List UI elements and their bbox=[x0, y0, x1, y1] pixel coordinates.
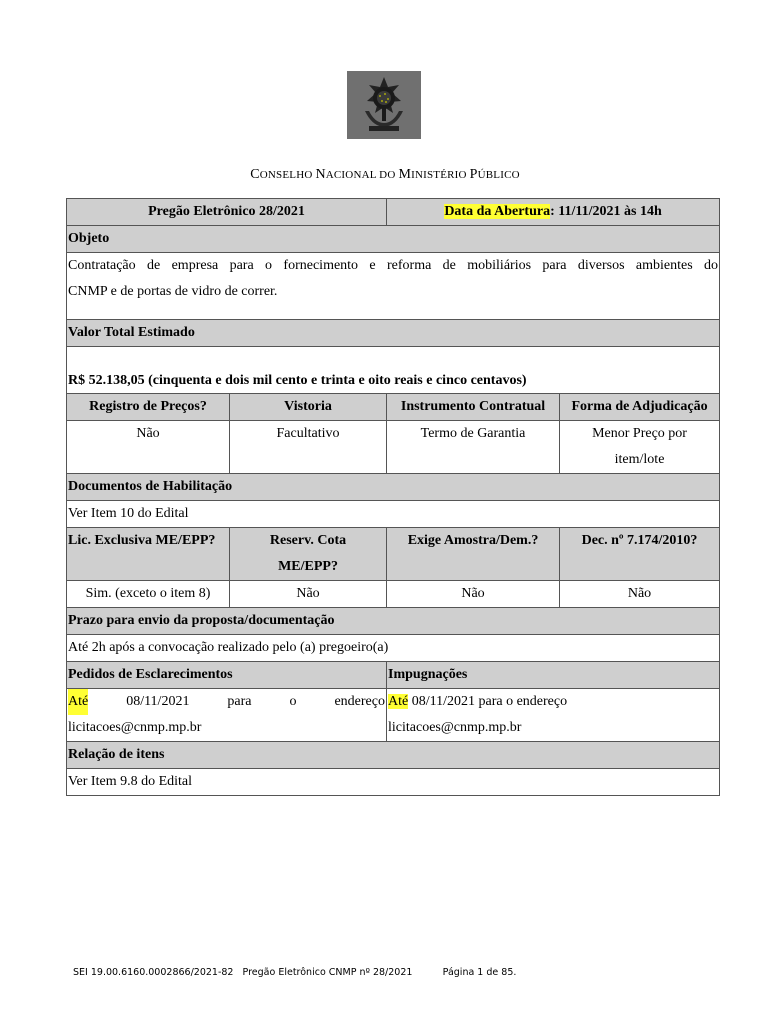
org-title-part: M bbox=[398, 167, 412, 182]
table-row bbox=[67, 347, 720, 394]
table-row bbox=[67, 320, 720, 347]
objeto-line: CNMP e de portas de vidro de correr. bbox=[68, 284, 278, 299]
organization-title bbox=[0, 166, 770, 183]
docs-value: Ver Item 10 do Edital bbox=[67, 501, 720, 528]
objeto-cell bbox=[67, 253, 720, 320]
grid2-header: Dec. nº 7.174/2010? bbox=[560, 528, 720, 581]
grid1-header: Instrumento Contratual bbox=[387, 394, 560, 421]
grid2-header: Lic. Exclusiva ME/EPP? bbox=[67, 528, 230, 581]
grid2-value: Sim. (exceto o item 8) bbox=[67, 581, 230, 608]
org-title-part: N bbox=[315, 167, 326, 182]
grid1-value: Não bbox=[67, 421, 230, 474]
footer-page: Página 1 de 85. bbox=[442, 967, 517, 978]
objeto-label: Objeto bbox=[67, 226, 720, 253]
impugnacoes-label: Impugnações bbox=[387, 662, 720, 689]
org-title-part: ÚBLICO bbox=[477, 169, 520, 181]
docs-label: Documentos de Habilitação bbox=[67, 474, 720, 501]
pregao-cell: Pregão Eletrônico 28/2021 bbox=[67, 199, 387, 226]
grid2-value: Não bbox=[387, 581, 560, 608]
grid1-value-line: Menor Preço por bbox=[592, 426, 687, 441]
org-title-part: C bbox=[250, 167, 260, 182]
footer-doc: Pregão Eletrônico CNMP nº 28/2021 bbox=[242, 967, 413, 978]
objeto-line: Contratação de empresa para o fornecimento e reforma de mobiliários para diversos ambientes do bbox=[68, 258, 719, 273]
abertura-label: Data da Abertura bbox=[444, 204, 551, 219]
impugnacoes-line bbox=[388, 689, 718, 715]
impugnacoes-ate: Até bbox=[388, 694, 409, 709]
grid2-header-line: ME/EPP? bbox=[278, 559, 338, 574]
pedidos-word: para bbox=[227, 694, 252, 709]
table-row bbox=[67, 769, 720, 796]
table-row bbox=[67, 742, 720, 769]
table-row bbox=[67, 394, 720, 421]
table-row bbox=[67, 662, 720, 689]
grid1-header: Registro de Preços? bbox=[67, 394, 230, 421]
relacao-value: Ver Item 9.8 do Edital bbox=[67, 769, 720, 796]
table-row bbox=[67, 635, 720, 662]
grid1-value: Termo de Garantia bbox=[387, 421, 560, 474]
valor-value: R$ 52.138,05 (cinquenta e dois mil cento e trinta e oito reais e cinco centavos) bbox=[67, 347, 720, 394]
pedidos-line bbox=[68, 689, 385, 715]
table-row bbox=[67, 474, 720, 501]
tender-summary-table bbox=[66, 198, 720, 796]
prazo-value: Até 2h após a convocação realizado pelo (a) pregoeiro(a) bbox=[67, 635, 720, 662]
relacao-label: Relação de itens bbox=[67, 742, 720, 769]
pedidos-label: Pedidos de Esclarecimentos bbox=[67, 662, 387, 689]
org-title-part: INISTÉRIO bbox=[411, 169, 470, 181]
pedidos-email: licitacoes@cnmp.mp.br bbox=[68, 720, 202, 735]
grid1-header: Vistoria bbox=[230, 394, 387, 421]
grid1-header: Forma de Adjudicação bbox=[560, 394, 720, 421]
footer-sei: SEI 19.00.6160.0002866/2021-82 bbox=[73, 967, 234, 978]
grid2-header-line: Reserv. Cota bbox=[269, 533, 347, 548]
org-title-part: ONSELHO bbox=[259, 169, 316, 181]
table-row bbox=[67, 581, 720, 608]
impugnacoes-cell bbox=[387, 689, 720, 742]
table-row bbox=[67, 226, 720, 253]
table-row bbox=[67, 528, 720, 581]
grid2-header: Exige Amostra/Dem.? bbox=[387, 528, 560, 581]
impugnacoes-email: licitacoes@cnmp.mp.br bbox=[388, 720, 522, 735]
grid2-value: Não bbox=[230, 581, 387, 608]
table-row bbox=[67, 689, 720, 742]
pedidos-word: endereço bbox=[334, 694, 385, 709]
abertura-cell bbox=[387, 199, 720, 226]
pedidos-ate: Até bbox=[68, 689, 88, 715]
pedidos-word: 08/11/2021 bbox=[126, 694, 190, 709]
abertura-value: : 11/11/2021 às 14h bbox=[550, 204, 662, 219]
pedidos-word: o bbox=[289, 694, 297, 709]
grid1-value: Facultativo bbox=[230, 421, 387, 474]
org-title-part: ACIONAL DO bbox=[325, 169, 399, 181]
table-row bbox=[67, 253, 720, 320]
coat-of-arms-seal bbox=[347, 71, 421, 139]
page-footer bbox=[73, 967, 516, 978]
impugnacoes-rest: 08/11/2021 para o endereço bbox=[408, 694, 568, 709]
grid1-value bbox=[560, 421, 720, 474]
table-row bbox=[67, 501, 720, 528]
org-title-part: P bbox=[469, 167, 478, 182]
valor-label: Valor Total Estimado bbox=[67, 320, 720, 347]
prazo-label: Prazo para envio da proposta/documentação bbox=[67, 608, 720, 635]
grid2-value: Não bbox=[560, 581, 720, 608]
table-row bbox=[67, 608, 720, 635]
pedidos-cell bbox=[67, 689, 387, 742]
grid1-value-line: item/lote bbox=[614, 452, 665, 467]
table-row bbox=[67, 421, 720, 474]
table-row bbox=[67, 199, 720, 226]
grid2-header bbox=[230, 528, 387, 581]
